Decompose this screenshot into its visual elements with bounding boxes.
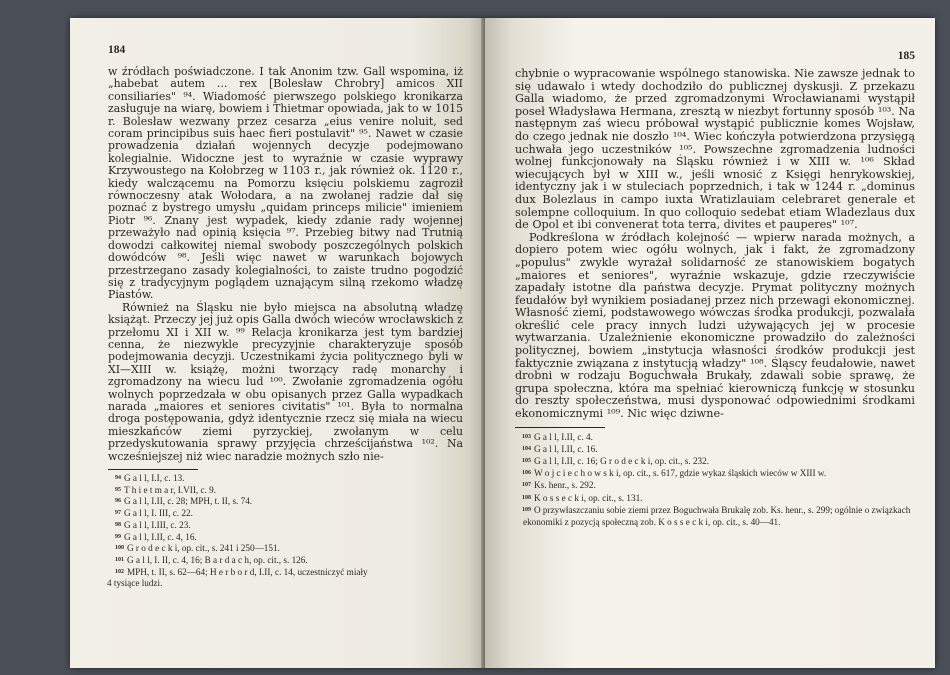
footnote-number: 101 bbox=[115, 556, 124, 563]
footnote bbox=[108, 520, 463, 532]
book-spread bbox=[70, 18, 935, 668]
footnote bbox=[108, 555, 463, 567]
footnote bbox=[108, 532, 463, 544]
footnote-number: 104 bbox=[522, 445, 531, 452]
paragraph: w źródłach poświadczone. I tak Anonim tzw. Gall wspomina, iż „habebat autem ... rex [Bolesław Chrobry] amicos XII consiliaries" ⁹⁴. Wiadomość pierwszego polskiego kronikarza zasługuje na wiarę, bowiem i Thietmar opowiada, jak to w 1015 r. Bolesław wezwany przez cesarza „eius venire noluit, sed coram principibus suis haec fieri postulavit" ⁹⁵. Nawet w czasie prowadzenia działań wojennych decyzje podejmowano kolegialnie. Widoczne jest to wyraźnie w czasie wyprawy Krzywoustego na Kołobrzeg w 1103 r., jak również ok. 1120 r., kiedy walczącemu na Pomorzu księciu polskiemu zagroził równoczesny atak Wołodara, a na zwołanej radzie dał się poznać z bystrego umysłu „quidam princeps milicie" imieniem Piotr ⁹⁶. Znany jest wypadek, kiedy zdanie rady wojennej przeważyło nad opinią księcia ⁹⁷. Przebieg bitwy nad Trutnią dowodzi całkowitej niemal swobody poszczególnych polskich dowódców ⁹⁸. Jeśli więc nawet w warunkach bojowych przestrzegano zasady kolegialności, to zaiste trudno pogodzić się z tradycyjnym poglądem uznającym silną rzekomo władzę Piastów. bbox=[108, 65, 463, 302]
footnote-number: 108 bbox=[522, 494, 531, 501]
footnote-number: 99 bbox=[115, 533, 121, 540]
right-body-text bbox=[515, 68, 915, 421]
footnote-text: G a l l, I. II, c. 4, 16; B a r d a c h, op. cit., s. 126. bbox=[127, 554, 308, 565]
footnotes-left bbox=[108, 473, 463, 590]
footnote-text: G a l l, I.II, c. 28; MPH, t. II, s. 74. bbox=[124, 496, 253, 507]
footnote-divider bbox=[515, 427, 605, 428]
footnote-number: 105 bbox=[522, 458, 531, 465]
footnote-number: 107 bbox=[522, 482, 531, 489]
footnote-text: K o s s e c k i, op. cit., s. 131. bbox=[534, 492, 643, 503]
footnote-continuation bbox=[108, 578, 463, 590]
footnote-text: G a l l, I.II, c. 4. bbox=[534, 431, 593, 442]
footnote-text: G a l l, I.II, c. 4, 16. bbox=[124, 531, 197, 542]
footnote bbox=[515, 443, 915, 455]
footnote-text: G a l l, I.I, c. 13. bbox=[124, 473, 185, 483]
footnote-text: W o j c i e c h o w s k i, op. cit., s. 617, gdzie wykaz śląskich wieców w XIII w. bbox=[534, 468, 827, 479]
footnote bbox=[515, 431, 915, 443]
footnote-number: 106 bbox=[522, 470, 531, 477]
left-page bbox=[70, 18, 485, 668]
paragraph: Podkreślona w źródłach kolejność — wpierw narada możnych, a dopiero potem wiec ogółu wolnych, jak i fakt, że zgromadzony „populus" zwykle wyrażał solidarność ze stanowiskiem bogatych „maiores et seniores", wyraźnie wskazuje, gdzie rzeczywiście zapadały istotne dla państwa decyzje. Prymat polityczny możnych feudałów był wynikiem posiadanej przez nich przewagi ekonomicznej. Własność ziemi, podstawowego wówczas środka produkcji, pozwalała określić cele pracy innych ludzi używających jej w procesie wytwarzania. Uzależnienie ekonomiczne prowadziło do zależności politycznej, bowiem „instytucja własności środków produkcji jest faktycznie związana z instytucją władzy" ¹⁰⁸. Śląscy feudałowie, nawet drobni w rodzaju Boguchwała Brukały, zdawali sobie sprawę, że grupa społeczna, która ma spełniać kierowniczą funkcję w stosunku do reszty społeczeństwa, musi dysponować odpowiednimi środkami ekonomicznymi ¹⁰⁹. Nic więc dziwne- bbox=[515, 230, 915, 421]
footnote-text: G a l l, I. III, c. 22. bbox=[124, 508, 193, 519]
footnote-number: 103 bbox=[522, 433, 531, 440]
footnote-number: 98 bbox=[115, 521, 121, 528]
footnote bbox=[515, 504, 915, 528]
paragraph: Również na Śląsku nie było miejsca na absolutną władzę książąt. Przeczy jej już opis Galla dwóch wieców wrocławskich z przełomu XI i XII w. ⁹⁹ Relacja kronikarza jest tym bardziej cenna, że niezwykle precyzyjnie charakteryzuje sposób podejmowania decyzji. Uczestnikami życia politycznego byli w XI—XIII w. książę, możni tworzący radę monarchy i zgromadzony na wiecu lud ¹⁰⁰. Zwołanie zgromadzenia ogółu wolnych poprzedzała w obu opisanych przez Galla wypadkach narada „maiores et seniores civitatis" ¹⁰¹. Była to normalna droga postępowania, gdyż identycznie rzecz się miała na wiecu mieszkańców ziemi pyrzyckiej, zwołanym w celu przedyskutowania sprawy przyjęcia chrześcijaństwa ¹⁰². Na wcześniejszej niż wiec naradzie możnych szło nie- bbox=[108, 300, 463, 463]
footnote bbox=[108, 508, 463, 520]
footnote bbox=[108, 485, 463, 497]
footnote-text: Ks. henr., s. 292. bbox=[534, 480, 596, 491]
paragraph: chybnie o wypracowanie wspólnego stanowiska. Nie zawsze jednak to się udawało i wtedy dochodziło do publicznej dyskusji. Z przekazu Galla wiadomo, że przed zgromadzonymi Wrocławianami wystąpił poseł Władysława Hermana, zresztą w niezbyt fortunny sposób ¹⁰³. Na następnym zaś wiecu próbował wystąpić publicznie komes Wojsław, do czego jednak nie doszło ¹⁰⁴. Wiec kończyła potwierdzona przysięgą uchwała jego uczestników ¹⁰⁵. Powszechne zgromadzenia ludności wolnej funkcjonowały na Śląsku również i w XIII w. ¹⁰⁶ Skład wiecujących był w XIII w., jeśli wnosić z Księgi henrykowskiej, identyczny jak i w stuleciach poprzednich, i tak w 1244 r. „dominus dux Bolezlaus in campo iuxta Wratizlauiam celebraret generale et solempne colloquium. In quo colloquio sedebat etiam Wladezlaus dux de Opol et ibi convenerat tota terra, divites et pauperes" ¹⁰⁷. bbox=[515, 67, 915, 232]
footnote-number: 109 bbox=[522, 506, 531, 513]
footnote bbox=[515, 479, 915, 491]
footnote-text: 4 tysiące ludzi. bbox=[107, 578, 163, 589]
footnote-text: MPH, t. II, s. 62—64; H e r b o r d, I.II, c. 14, uczestniczyć miały bbox=[127, 566, 368, 577]
footnote-text: G a l l, I.II, c. 16; G r o d e c k i, op. cit., s. 232. bbox=[534, 456, 710, 467]
footnote bbox=[108, 543, 463, 555]
footnote-number: 100 bbox=[115, 545, 124, 552]
footnote bbox=[108, 473, 463, 485]
footnote-text: G r o d e c k i, op. cit., s. 241 i 250—151. bbox=[127, 543, 280, 554]
footnote bbox=[108, 567, 463, 579]
footnote-number: 97 bbox=[115, 510, 121, 517]
footnote-number: 94 bbox=[115, 475, 121, 481]
footnote-number: 95 bbox=[115, 486, 121, 493]
left-body-text bbox=[108, 66, 463, 463]
footnote-text: G a l l, I.II, c. 16. bbox=[534, 443, 598, 454]
footnote-number: 96 bbox=[115, 498, 121, 505]
page-number-right: 185 bbox=[897, 50, 915, 62]
footnote bbox=[515, 492, 915, 504]
footnote-text: O przywłaszczaniu sobie ziemi przez Boguchwała Brukalę zob. Ks. henr., s. 299; ogólnie o związkach ekonomiki z pozycją społeczną zob. K o s s e c k i, op. cit., s. 40—41. bbox=[523, 504, 911, 528]
footnote-number: 102 bbox=[115, 568, 124, 575]
page-number-left: 184 bbox=[108, 44, 126, 56]
footnote bbox=[515, 455, 915, 467]
right-page bbox=[485, 18, 935, 668]
footnote-divider bbox=[108, 469, 198, 470]
footnote-text: G a l l, I.III, c. 23. bbox=[124, 519, 191, 530]
footnote bbox=[108, 496, 463, 508]
footnote bbox=[515, 467, 915, 479]
footnotes-right bbox=[515, 431, 915, 529]
footnote-text: T h i e t m a r, I.VII, c. 9. bbox=[124, 484, 217, 495]
